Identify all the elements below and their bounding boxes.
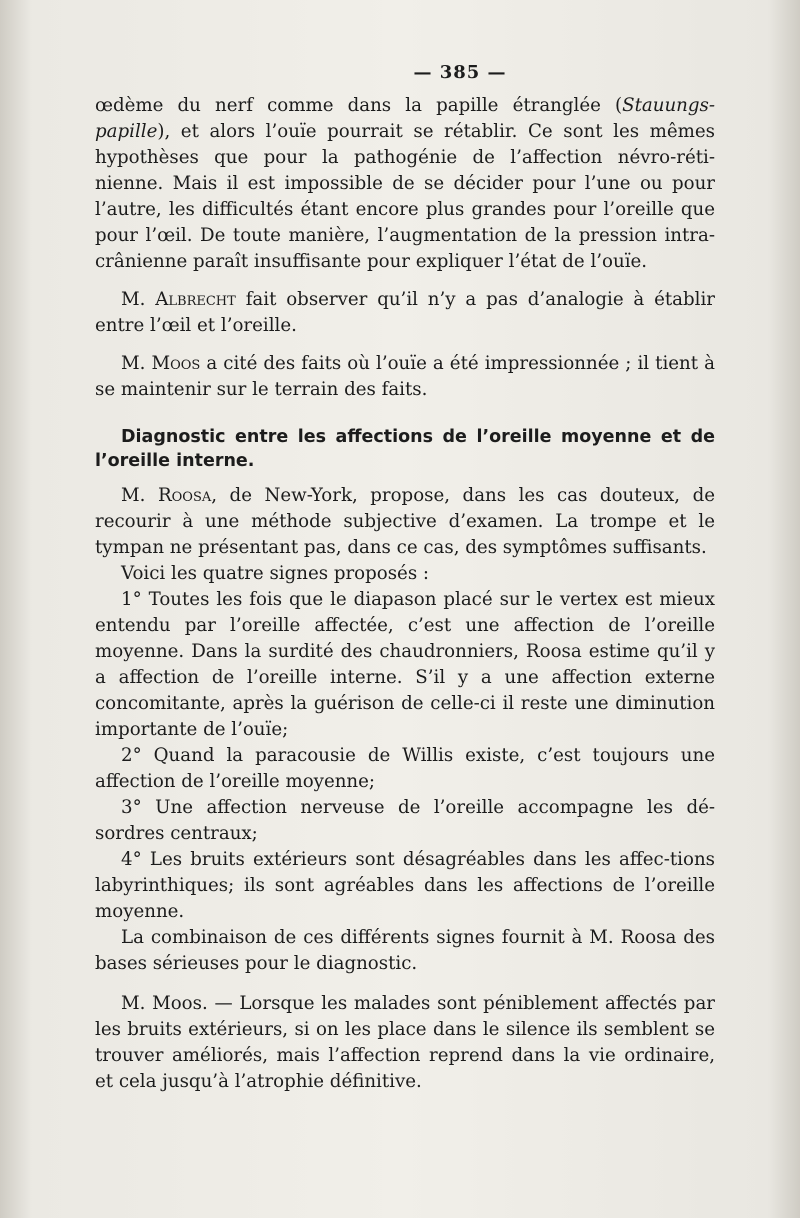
page-number: — 385 — — [413, 62, 507, 83]
paragraph-albrecht-text: fait observer qu’il n’y a pas d’analogie à établir entre l’œil et l’oreille. — [95, 289, 715, 336]
paragraph-sign-4: 4° Les bruits extérieurs sont désagréables dans les affec-tions labyrinthiques; ils sont agréables dans les affections de l’oreille moyenne. — [95, 849, 715, 922]
paragraph-papille-start: œdème du nerf comme dans la papille étranglée ( — [95, 95, 623, 116]
paragraph-moos-1-text: a cité des faits où l’ouïe a été impressionnée ; il tient à se maintenir sur le terrain des faits. — [95, 353, 715, 400]
paragraph-roosa — [95, 483, 715, 561]
speaker-name-moos: Moos — [151, 353, 201, 374]
speaker-name-albrecht: Albrecht — [155, 289, 236, 310]
speaker-title: M. — [121, 289, 146, 310]
section-heading: Diagnostic entre les affections de l’oreille moyenne et de l’oreille interne. — [95, 427, 715, 471]
paragraph-papille — [95, 93, 715, 275]
paragraph-moos-2: M. Moos. — Lorsque les malades sont péniblement affectés par les bruits extérieurs, si on les place dans le silence ils semblent se trouver améliorés, mais l’affection reprend dans la vie ordinaire, et cela jusqu’à l’atrophie définitive. — [95, 993, 715, 1092]
speaker-title: M. — [121, 353, 146, 374]
paragraph-sign-1: 1° Toutes les fois que le diapason placé sur le vertex est mieux entendu par l’oreille affectée, c’est une affection de l’oreille moyenne. Dans la surdité des chaudronniers, Roosa estime qu’il y a affection de l’oreille interne. S’il y a une affection externe concomitante, après la guérison de celle-ci il reste une diminution importante de l’ouïe; — [95, 589, 715, 740]
paragraph-albrecht — [95, 287, 715, 339]
paragraph-sign-2: 2° Quand la paracousie de Willis existe, c’est toujours une affection de l’oreille moyenne; — [95, 745, 715, 792]
text-block — [95, 62, 715, 1095]
speaker-name-roosa: Roosa — [157, 485, 212, 506]
paragraph-papille-end: ), et alors l’ouïe pourrait se rétablir. Ce sont les mêmes hypothèses que pour la pathogénie de l’affection névro-réti-nienne. Mais il est impossible de se décider pour l’une ou pour l’autre, les difficultés étant encore plus grandes pour l’oreille que pour l’œil. De toute manière, l’augmentation de la pression intra-crânienne paraît insuffisante pour expliquer l’état de l’ouïe. — [95, 121, 715, 272]
speaker-title: M. — [121, 485, 146, 506]
paragraph-moos-1 — [95, 351, 715, 403]
paragraph-combination: La combinaison de ces différents signes fournit à M. Roosa des bases sérieuses pour le diagnostic. — [95, 927, 715, 974]
paragraph-signs-intro: Voici les quatre signes proposés : — [121, 563, 430, 584]
paragraph-sign-3: 3° Une affection nerveuse de l’oreille accompagne les dé-sordres centraux; — [95, 797, 715, 844]
paragraph-roosa-text: , de New-York, propose, dans les cas douteux, de recourir à une méthode subjective d’examen. La trompe et le tympan ne présentant pas, dans ce cas, des symptômes suffisants. — [95, 485, 715, 558]
term-stauungspapille: Stauungs-papille — [95, 95, 715, 142]
